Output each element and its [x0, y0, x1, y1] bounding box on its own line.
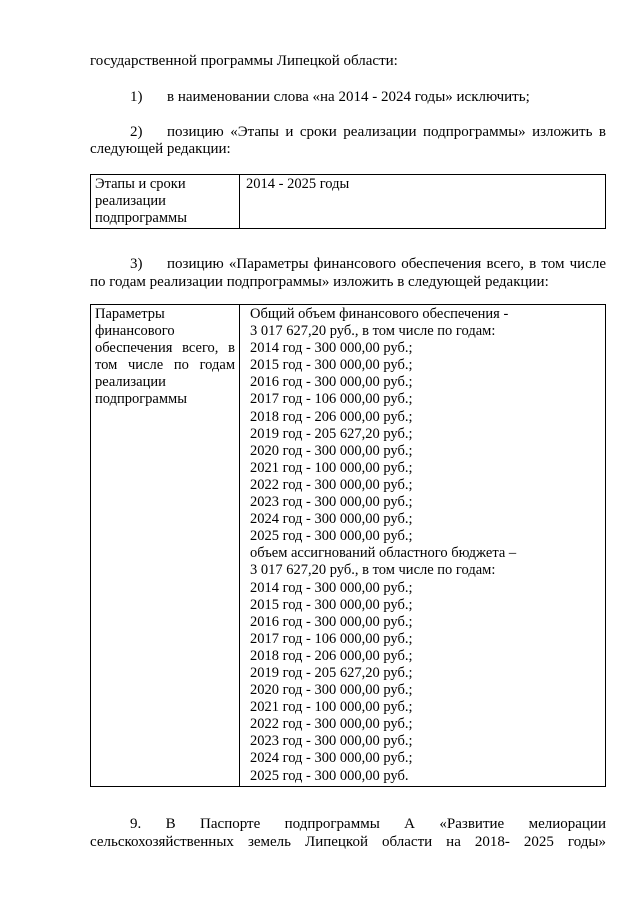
funding-value-line: 2023 год - 300 000,00 руб.; [250, 733, 413, 750]
funding-label-line: обеспечения всего, в [95, 340, 235, 357]
funding-value-line: 2018 год - 206 000,00 руб.; [250, 408, 413, 425]
funding-value-line: 2016 год - 300 000,00 руб.; [250, 613, 413, 630]
funding-value-line: 2017 год - 106 000,00 руб.; [250, 630, 413, 647]
funding-value-line: объем ассигнований областного бюджета – [250, 545, 517, 562]
funding-value-line: 2025 год - 300 000,00 руб. [250, 767, 409, 784]
funding-value-line: 2020 год - 300 000,00 руб.; [250, 442, 413, 459]
funding-value-line: 2019 год - 205 627,20 руб.; [250, 425, 413, 442]
item-3-number: 3) [130, 256, 143, 272]
funding-value-line: 3 017 627,20 руб., в том числе по годам: [250, 562, 496, 579]
funding-value-line: 2022 год - 300 000,00 руб.; [250, 716, 413, 733]
funding-label-line: том числе по годам [95, 357, 235, 374]
item-1-text: в наименовании слова «на 2014 - 2024 годы» исключить; [167, 89, 530, 105]
item-2-number: 2) [130, 124, 143, 140]
item-3-line2: по годам реализации подпрограммы» изложить в следующей редакции: [90, 274, 549, 290]
funding-value-line: 2025 год - 300 000,00 руб.; [250, 528, 413, 545]
funding-value-line: 2024 год - 300 000,00 руб.; [250, 750, 413, 767]
funding-value-line: 2019 год - 205 627,20 руб.; [250, 664, 413, 681]
funding-value-line: 2015 год - 300 000,00 руб.; [250, 596, 413, 613]
funding-value-line: 2014 год - 300 000,00 руб.; [250, 340, 413, 357]
funding-value-line: 2015 год - 300 000,00 руб.; [250, 357, 413, 374]
item-2-line1: позицию «Этапы и сроки реализации подпрограммы» изложить в [167, 124, 606, 140]
stages-value-cell [240, 175, 606, 229]
funding-value-line: 3 017 627,20 руб., в том числе по годам: [250, 323, 496, 340]
funding-label-line: финансового [95, 323, 175, 340]
funding-value-line: 2022 год - 300 000,00 руб.; [250, 476, 413, 493]
funding-value-line: 2018 год - 206 000,00 руб.; [250, 647, 413, 664]
stages-label-line: реализации [95, 193, 166, 210]
item-1-number: 1) [130, 89, 143, 105]
funding-value-line: 2020 год - 300 000,00 руб.; [250, 682, 413, 699]
funding-label-line: Параметры [95, 306, 165, 322]
funding-value-line: 2024 год - 300 000,00 руб.; [250, 511, 413, 528]
funding-table [90, 304, 606, 787]
stages-value: 2014 - 2025 годы [246, 176, 350, 192]
funding-value-line: 2021 год - 100 000,00 руб.; [250, 459, 413, 476]
table-row [91, 175, 606, 229]
funding-value-line: 2017 год - 106 000,00 руб.; [250, 391, 413, 408]
stages-label-cell [91, 175, 240, 229]
stages-label-line: подпрограммы [95, 210, 187, 227]
item-9-line2: сельскохозяйственных земель Липецкой области на 2018- 2025 годы» [90, 834, 606, 850]
funding-value-line: 2023 год - 300 000,00 руб.; [250, 494, 413, 511]
funding-label-line: подпрограммы [95, 391, 187, 408]
funding-label-line: реализации [95, 374, 166, 391]
funding-value-line: 2021 год - 100 000,00 руб.; [250, 699, 413, 716]
intro-line: государственной программы Липецкой области: [90, 53, 398, 69]
table-row [91, 305, 606, 787]
funding-value-line: Общий объем финансового обеспечения - [250, 306, 509, 322]
item-3-line1: позицию «Параметры финансового обеспечения всего, в том числе [167, 256, 606, 272]
stages-label-line: Этапы и сроки [95, 176, 186, 192]
funding-value-line: 2014 год - 300 000,00 руб.; [250, 579, 413, 596]
stages-table [90, 174, 606, 229]
item-2-line2: следующей редакции: [90, 141, 231, 157]
funding-label-cell [91, 305, 240, 787]
funding-value-cell [240, 305, 606, 787]
item-9-line1: 9. В Паспорте подпрограммы А «Развитие мелиорации [130, 816, 606, 832]
funding-value-line: 2016 год - 300 000,00 руб.; [250, 374, 413, 391]
